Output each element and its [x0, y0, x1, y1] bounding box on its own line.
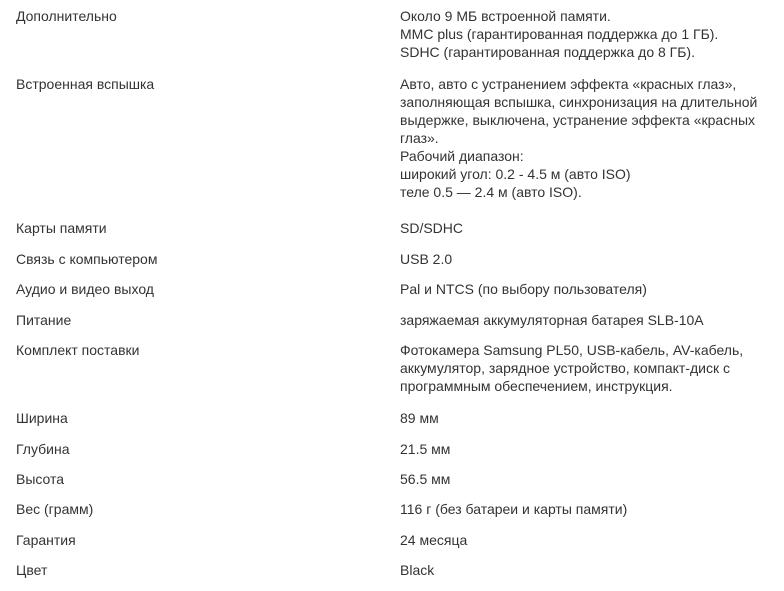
spec-label: Дополнительно [16, 8, 117, 24]
spec-row-power [0, 311, 768, 329]
spec-row-height [0, 470, 768, 488]
spec-value-line: глаз». [400, 130, 439, 146]
spec-value [384, 250, 768, 268]
spec-label: Встроенная вспышка [16, 76, 155, 92]
spec-value [384, 561, 768, 579]
spec-value [384, 7, 768, 61]
spec-value [384, 500, 768, 518]
spec-row-width [0, 409, 768, 427]
spec-row-color [0, 561, 768, 579]
spec-value-line: программным обеспечением, инструкция. [400, 378, 673, 394]
spec-value-line: широкий угол: 0.2 - 4.5 м (авто ISO) [400, 166, 631, 182]
spec-value-line: 116 г (без батареи и карты памяти) [400, 501, 628, 517]
spec-value-line: выдержке, выключена, устранение эффекта «красных [400, 112, 756, 128]
spec-label: Аудио и видео выход [16, 281, 154, 297]
spec-label: Питание [16, 312, 72, 328]
spec-value-line: Black [400, 562, 435, 578]
spec-row-flash [0, 75, 768, 201]
spec-value-line: заполняющая вспышка, синхронизация на длительной [400, 94, 758, 110]
spec-row-pc-connection [0, 250, 768, 268]
spec-row-memory-cards [0, 219, 768, 237]
spec-value-line: теле 0.5 — 2.4 м (авто ISO). [400, 184, 582, 200]
spec-label: Карты памяти [16, 220, 107, 236]
spec-value-line: Авто, авто с устранением эффекта «красных глаз», [400, 76, 737, 92]
spec-label: Вес (грамм) [16, 501, 94, 517]
spec-row-package [0, 341, 768, 395]
spec-label: Цвет [16, 562, 48, 578]
spec-value-line: аккумулятор, зарядное устройство, компакт-диск с [400, 360, 730, 376]
spec-value-line: заряжаемая аккумуляторная батарея SLB-10A [400, 312, 704, 328]
spec-value-line: Около 9 МБ встроенной памяти. [400, 8, 611, 24]
spec-value-line: Рабочий диапазон: [400, 148, 524, 164]
spec-label: Комплект поставки [16, 342, 140, 358]
spec-label: Глубина [16, 441, 70, 457]
spec-row-av-output [0, 280, 768, 298]
spec-value [384, 341, 768, 395]
spec-value-line: 56.5 мм [400, 471, 451, 487]
spec-value [384, 219, 768, 237]
spec-row-depth [0, 440, 768, 458]
spec-value [384, 531, 768, 549]
spec-value-line: SD/SDHC [400, 220, 464, 236]
spec-value-line: 89 мм [400, 410, 439, 426]
spec-value-line: 24 месяца [400, 532, 468, 548]
spec-value [384, 280, 768, 298]
spec-label: Гарантия [16, 532, 76, 548]
spec-value [384, 409, 768, 427]
spec-value [384, 311, 768, 329]
spec-label: Ширина [16, 410, 68, 426]
spec-value-line: Фотокамера Samsung PL50, USB-кабель, AV-кабель, [400, 342, 744, 358]
spec-row-additional [0, 7, 768, 61]
spec-value-line: MMC plus (гарантированная поддержка до 1 ГБ). [400, 26, 719, 42]
spec-value-line: Pal и NTCS (по выбору пользователя) [400, 281, 647, 297]
spec-value [384, 470, 768, 488]
spec-label: Высота [16, 471, 65, 487]
spec-value-line: SDHC (гарантированная поддержка до 8 ГБ). [400, 44, 695, 60]
spec-value [384, 440, 768, 458]
spec-row-weight [0, 500, 768, 518]
spec-value [384, 75, 768, 201]
spec-value-line: USB 2.0 [400, 251, 453, 267]
spec-value-line: 21.5 мм [400, 441, 451, 457]
spec-row-warranty [0, 531, 768, 549]
spec-label: Связь с компьютером [16, 251, 158, 267]
